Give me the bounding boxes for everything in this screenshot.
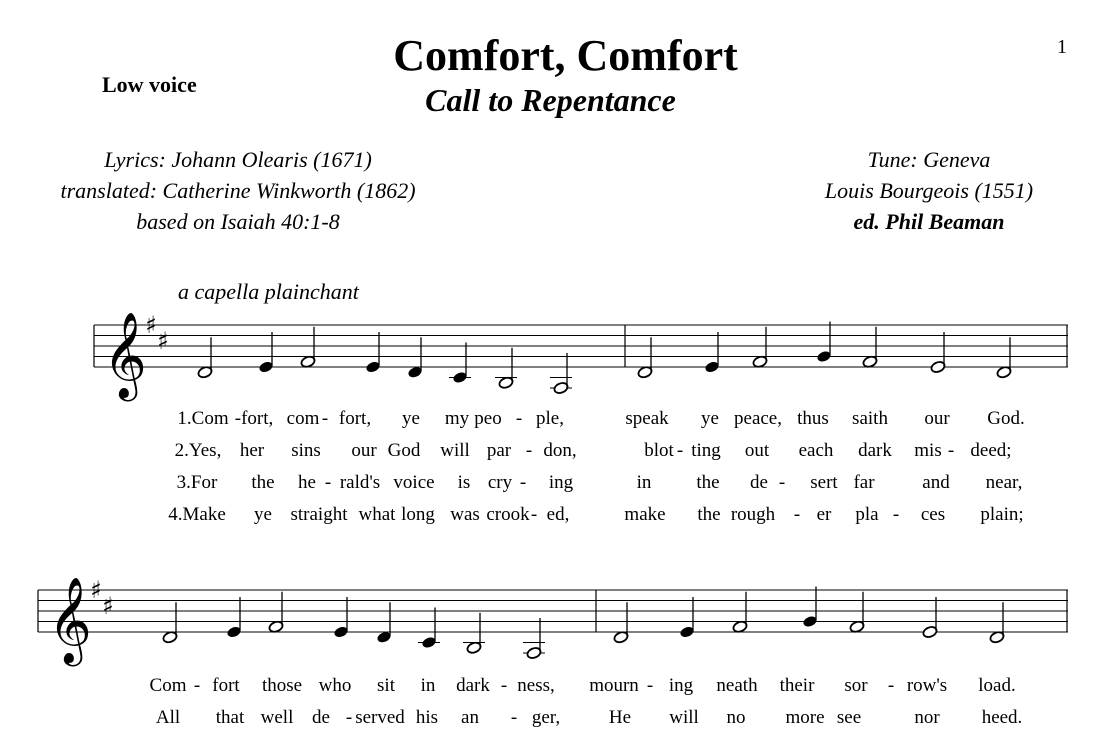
lyric-syllable: thus xyxy=(797,408,829,429)
page-title: Comfort, Comfort xyxy=(393,31,738,80)
lyric-syllable: - xyxy=(515,408,523,429)
lyric-syllable: ye xyxy=(701,408,719,429)
lyric-syllable: - xyxy=(500,675,508,696)
half-note xyxy=(613,602,629,644)
lyric-syllable: -fort, xyxy=(234,408,274,429)
treble-clef-icon: 𝄞 xyxy=(48,577,92,663)
lyric-syllable: that xyxy=(215,707,245,728)
lyric-syllable: crook xyxy=(486,504,530,525)
lyric-syllable: more xyxy=(785,707,825,728)
lyric-syllable: the xyxy=(697,504,721,525)
lyric-syllable: out xyxy=(744,440,770,461)
half-note xyxy=(849,592,865,634)
lyric-syllable: sins xyxy=(291,440,321,461)
lyric-syllable: those xyxy=(261,675,303,696)
lyric-syllable: ing xyxy=(668,675,694,696)
lyric-syllable: long xyxy=(401,504,435,525)
lyric-syllable: nor xyxy=(914,707,940,728)
quarter-note xyxy=(452,343,468,385)
lyric-syllable: neath xyxy=(716,675,758,696)
lyric-syllable: - xyxy=(321,408,329,429)
lyric-syllable: who xyxy=(318,675,352,696)
lyric-syllable: my xyxy=(444,408,470,429)
credit-tune: Tune: Geneva xyxy=(867,147,991,172)
lyric-syllable: er xyxy=(816,504,832,525)
lyric-syllable: par xyxy=(486,440,512,461)
lyric-syllable: the xyxy=(251,472,275,493)
lyric-syllable: near, xyxy=(985,472,1023,493)
quarter-note xyxy=(421,608,437,650)
lyric-syllable: - xyxy=(887,675,895,696)
lyric-syllable: ting xyxy=(691,440,721,461)
lyric-syllable: rough xyxy=(730,504,776,525)
lyric-syllable: - xyxy=(646,675,654,696)
page-number: 1 xyxy=(1057,36,1067,58)
half-note xyxy=(862,327,878,369)
lyric-syllable: ye xyxy=(254,504,272,525)
lyric-syllable: don, xyxy=(543,440,577,461)
lyric-syllable: - xyxy=(525,440,533,461)
lyric-syllable: plain; xyxy=(980,504,1024,525)
credit-lyrics: Lyrics: Johann Olearis (1671) xyxy=(104,147,372,172)
quarter-note xyxy=(802,587,818,629)
lyric-syllable: voice xyxy=(393,472,435,493)
lyric-syllable: served xyxy=(355,707,405,728)
half-note xyxy=(162,602,178,644)
lyric-syllable: straight xyxy=(290,504,348,525)
lyric-syllable: is xyxy=(457,472,471,493)
lyric-syllable: de xyxy=(750,472,768,493)
quarter-note xyxy=(679,597,695,639)
lyric-syllable: ing xyxy=(548,472,574,493)
lyric-syllable: in xyxy=(420,675,436,696)
lyric-syllable: pla xyxy=(855,504,879,525)
lyric-syllable: what xyxy=(358,504,396,525)
lyric-syllable: our xyxy=(924,408,950,429)
lyric-syllable: make xyxy=(624,504,666,525)
lyric-syllable: 2.Yes, xyxy=(174,440,222,461)
lyric-syllable: He xyxy=(608,707,632,728)
lyric-syllable: - xyxy=(519,472,527,493)
credit-translated: translated: Catherine Winkworth (1862) xyxy=(60,178,416,203)
lyric-syllable: peo xyxy=(474,408,502,429)
half-note xyxy=(989,602,1005,644)
lyric-syllable: in xyxy=(636,472,652,493)
lyric-syllable: - xyxy=(324,472,332,493)
sharp-icon: ♯ xyxy=(145,311,157,339)
lyric-syllable: see xyxy=(836,707,862,728)
lyric-syllable: will xyxy=(440,440,470,461)
lyric-syllable: Com xyxy=(149,675,187,696)
lyric-syllable: was xyxy=(450,504,480,525)
lyric-syllable: - xyxy=(530,504,538,525)
lyric-syllable: com xyxy=(286,408,320,429)
lyric-syllable: ness, xyxy=(517,675,555,696)
lyric-syllable: - xyxy=(947,440,955,461)
credit-composer: Louis Bourgeois (1551) xyxy=(824,178,1034,203)
lyric-syllable: - xyxy=(345,707,353,728)
half-note xyxy=(466,613,482,655)
quarter-note xyxy=(226,597,242,639)
lyric-syllable: each xyxy=(798,440,834,461)
lyric-syllable: no xyxy=(726,707,746,728)
sharp-icon: ♯ xyxy=(90,576,102,604)
half-note xyxy=(268,592,284,634)
lyric-syllable: All xyxy=(155,707,181,728)
half-note xyxy=(498,348,514,390)
quarter-note xyxy=(333,597,349,639)
lyric-syllable: cry xyxy=(487,472,513,493)
lyric-syllable: speak xyxy=(625,408,669,429)
lyric-syllable: and xyxy=(922,472,950,493)
lyric-syllable: ple, xyxy=(536,408,564,429)
lyric-syllable: he xyxy=(298,472,316,493)
quarter-note xyxy=(258,332,274,374)
quarter-note xyxy=(407,337,423,379)
lyric-syllable: mourn xyxy=(589,675,639,696)
page-subtitle: Call to Repentance xyxy=(425,82,676,118)
lyric-syllable: - xyxy=(778,472,786,493)
lyric-syllable: ed, xyxy=(546,504,570,525)
lyric-syllable: - xyxy=(676,440,684,461)
lyric-syllable: God xyxy=(387,440,421,461)
lyric-syllable: 3.For xyxy=(176,472,218,493)
lyric-syllable: load. xyxy=(978,675,1016,696)
lyric-syllable: fort xyxy=(212,675,240,696)
sharp-icon: ♯ xyxy=(102,591,114,620)
lyric-syllable: - xyxy=(193,675,201,696)
half-note xyxy=(996,337,1012,379)
half-note xyxy=(553,353,569,395)
credit-editor: ed. Phil Beaman xyxy=(853,209,1005,234)
lyric-syllable: well xyxy=(260,707,294,728)
lyric-syllable: ye xyxy=(402,408,420,429)
credit-based-on: based on Isaiah 40:1-8 xyxy=(136,209,340,234)
lyric-syllable: 1.Com xyxy=(177,408,229,429)
half-note xyxy=(752,327,768,369)
lyric-syllable: the xyxy=(696,472,720,493)
lyric-syllable: his xyxy=(415,707,439,728)
lyric-syllable: sert xyxy=(810,472,838,493)
half-note xyxy=(300,327,316,369)
lyric-syllable: 4.Make xyxy=(168,504,226,525)
lyric-syllable: dark xyxy=(858,440,892,461)
quarter-note xyxy=(704,332,720,374)
half-note xyxy=(637,337,653,379)
lyric-syllable: far xyxy=(853,472,875,493)
half-note xyxy=(197,337,213,379)
lyric-syllable: will xyxy=(669,707,699,728)
lyric-syllable: fort, xyxy=(338,408,372,429)
lyric-syllable: heed. xyxy=(981,707,1023,728)
lyric-syllable: her xyxy=(239,440,265,461)
treble-clef-icon: 𝄞 xyxy=(103,312,147,398)
lyric-syllable: blot xyxy=(644,440,674,461)
lyric-syllable: saith xyxy=(852,408,888,429)
lyric-syllable: peace, xyxy=(734,408,782,429)
lyric-syllable: dark xyxy=(456,675,490,696)
lyric-syllable: rald's xyxy=(339,472,381,493)
lyric-syllable: mis xyxy=(914,440,942,461)
lyric-syllable: sor xyxy=(844,675,868,696)
lyric-syllable: ger, xyxy=(531,707,561,728)
lyric-syllable: - xyxy=(793,504,801,525)
sharp-icon: ♯ xyxy=(157,326,169,355)
half-note xyxy=(732,592,748,634)
lyric-syllable: our xyxy=(351,440,377,461)
quarter-note xyxy=(816,322,832,364)
half-note xyxy=(922,597,938,639)
lyric-syllable: deed; xyxy=(970,440,1012,461)
quarter-note xyxy=(365,332,381,374)
half-note xyxy=(526,618,542,660)
quarter-note xyxy=(376,602,392,644)
tempo-marking: a capella plainchant xyxy=(178,279,359,304)
lyric-syllable: - xyxy=(510,707,518,728)
lyric-syllable: ces xyxy=(920,504,946,525)
lyric-syllable: de xyxy=(312,707,330,728)
lyric-syllable: sit xyxy=(377,675,395,696)
lyric-syllable: God. xyxy=(987,408,1025,429)
half-note xyxy=(930,332,946,374)
voice-label: Low voice xyxy=(102,72,197,97)
lyric-syllable: their xyxy=(779,675,815,696)
lyric-syllable: an xyxy=(461,707,479,728)
lyric-syllable: row's xyxy=(906,675,948,696)
lyric-syllable: - xyxy=(892,504,900,525)
